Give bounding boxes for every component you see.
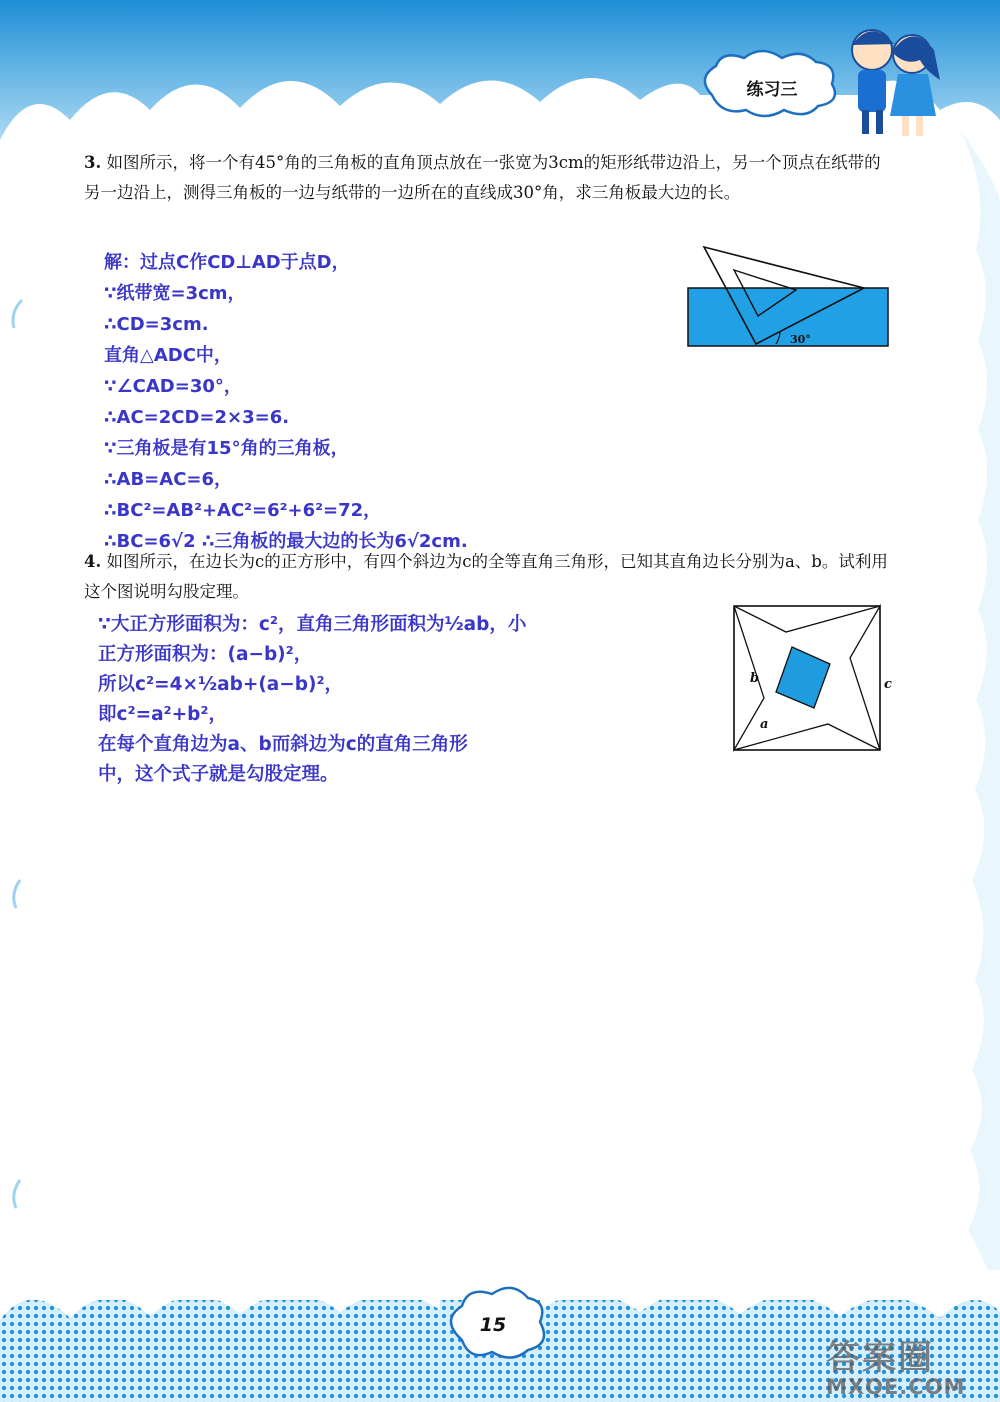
answer-line: ∵大正方形面积为：c²，直角三角形面积为½ab，小 [98,614,527,635]
answer-line: ∵纸带宽=3cm， [104,283,246,304]
label-c: c [884,677,892,692]
label-a: a [760,717,769,732]
left-deco [14,880,20,908]
right-cloud-edge [960,130,1000,1300]
question-3 [84,148,894,208]
question-text: 如图所示，将一个有45°角的三角板的直角顶点放在一张宽为3cm的矩形纸带边沿上，另一个顶点在纸带的另一边沿上，测得三角板的一边与纸带的一边所在的直线成30°角，求三角板最大边的长。 [84,153,881,202]
answer-line: ∵三角板是有15°角的三角板， [104,438,349,459]
answer-line: ∴CD=3cm. [104,314,209,335]
answer-line: 中，这个式子就是勾股定理。 [98,764,339,785]
question-4 [84,547,894,607]
page-number: 15 [479,1314,507,1336]
answer-line: ∴AB=AC=6， [104,469,233,490]
question-text: 如图所示，在边长为c的正方形中，有四个斜边为c的全等直角三角形，已知其直角边长分别为a、b。试利用这个图说明勾股定理。 [84,552,888,601]
answer-4 [98,610,526,790]
figure-triangle-strip [684,246,894,352]
answer-line: 所以c²=4×½ab+(a−b)²， [98,674,344,695]
section-badge: 练习三 [746,79,798,100]
paper-strip [688,288,888,346]
answer-line: 在每个直角边为a、b而斜边为c的直角三角形 [98,734,468,755]
answer-line: 正方形面积为：(a−b)²， [98,644,313,665]
figure-pythagoras-square [728,602,898,754]
answer-line: ∴AC=2CD=2×3=6. [104,407,290,428]
question-number: 4. [84,552,102,571]
angle-label: 30° [790,333,811,346]
watermark-url: MXQE.COM [826,1375,966,1399]
answer-line: ∴BC²=AB²+AC²=6²+6²=72， [104,500,382,521]
watermark-logo-text: 答案圈 [826,1338,934,1378]
answer-line: 即c²=a²+b²， [98,704,228,725]
answer-line: 解：过点C作CD⊥AD于点D， [104,252,350,273]
answer-line: 直角△ADC中， [104,345,232,366]
answer-line: ∵∠CAD=30°， [104,376,242,397]
watermark [826,1330,965,1399]
label-b: b [750,671,760,686]
answer-line: ∴BC=6√2 ∴三角板的最大边的长为6√2cm. [104,531,468,552]
left-deco [14,1180,20,1208]
left-deco [13,300,22,328]
answer-3 [104,247,468,557]
question-number: 3. [84,153,102,172]
